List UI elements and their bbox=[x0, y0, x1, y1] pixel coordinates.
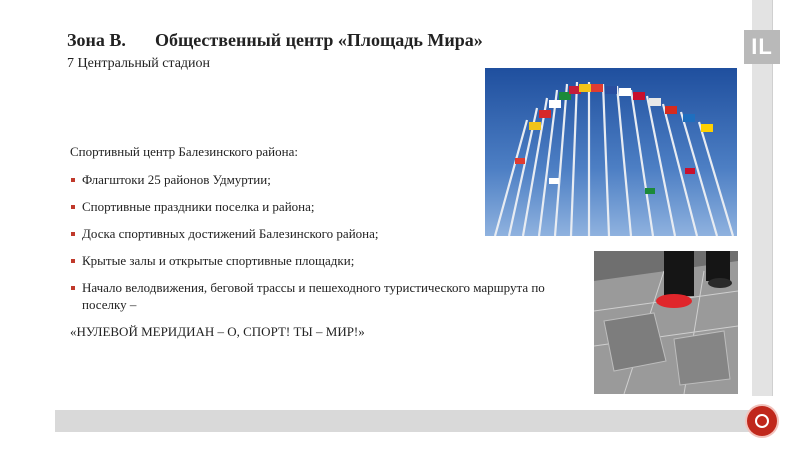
slide-title bbox=[67, 30, 483, 51]
bullet-item: Флагштоки 25 районов Удмуртии; bbox=[70, 171, 550, 188]
title-text: Общественный центр «Площадь Мира» bbox=[155, 30, 483, 50]
bullet-item: Крытые залы и открытые спортивные площадки; bbox=[70, 252, 550, 269]
zone-label: Зона В. bbox=[67, 30, 126, 50]
meridian-feet-photo bbox=[594, 251, 738, 394]
slide-subtitle: 7 Центральный стадион bbox=[67, 56, 211, 71]
logo-badge: IL bbox=[744, 30, 780, 64]
bullet-item: Начало велодвижения, беговой трассы и пешеходного туристического маршрута по поселку – bbox=[70, 279, 550, 313]
intro-text: Спортивный центр Балезинского района: bbox=[70, 144, 298, 159]
bullet-item: Доска спортивных достижений Балезинского района; bbox=[70, 225, 550, 242]
footer-bar bbox=[55, 410, 754, 432]
bullet-item: Спортивные праздники поселка и района; bbox=[70, 198, 550, 215]
slide-body bbox=[70, 143, 550, 351]
slogan-text: «НУЛЕВОЙ МЕРИДИАН – О, СПОРТ! ТЫ – МИР!» bbox=[70, 324, 365, 339]
circle-nav-icon[interactable] bbox=[747, 406, 777, 436]
bullet-list bbox=[70, 171, 550, 313]
flagpoles-photo bbox=[485, 68, 737, 236]
